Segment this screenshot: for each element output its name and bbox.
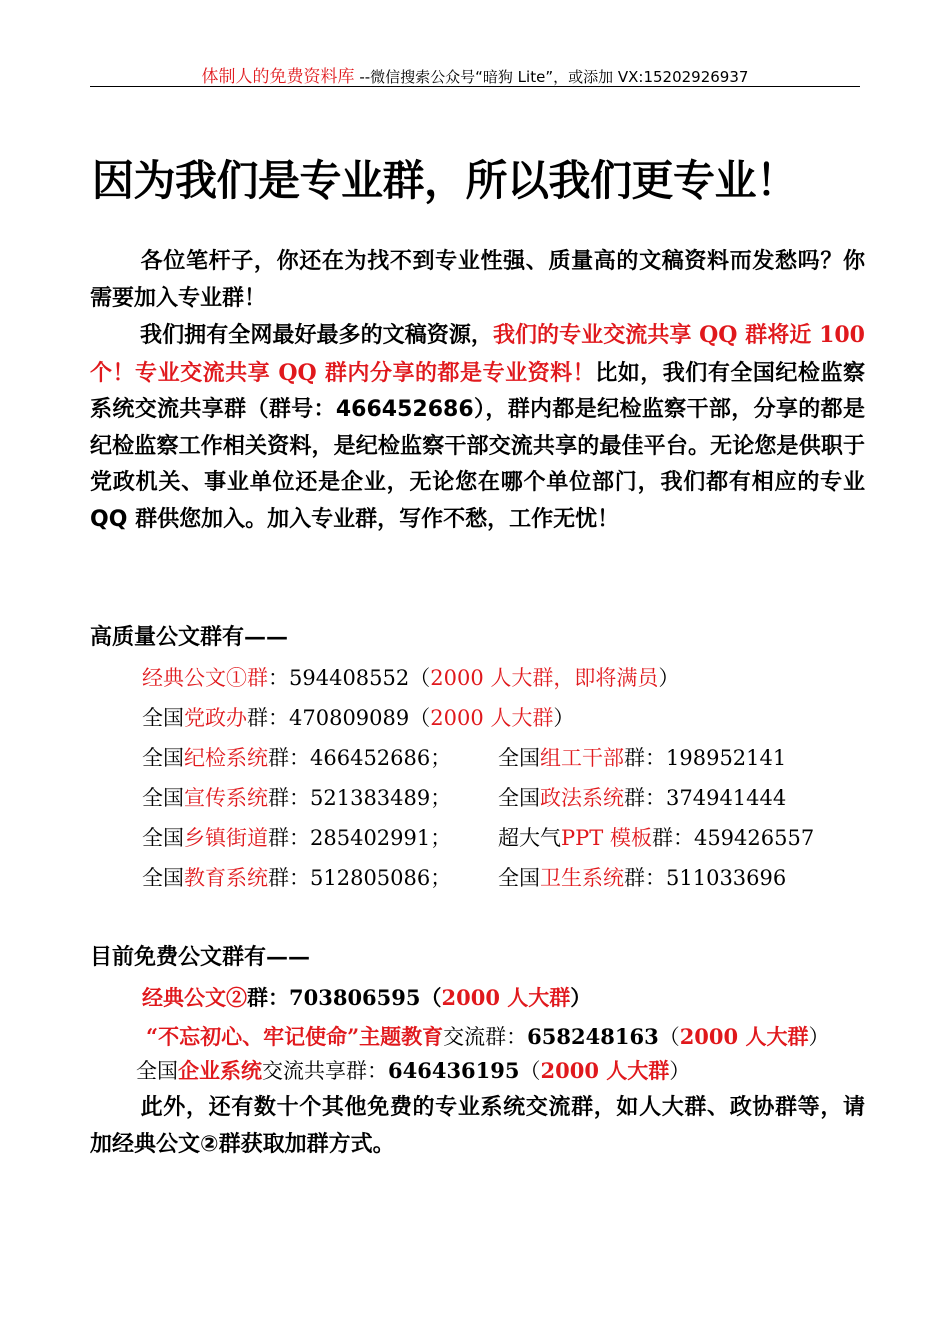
hq-grid-left-3: 全国乡镇街道群：285402991； (142, 826, 452, 850)
group-note: 2000 人大群，即将满员 (430, 666, 659, 690)
group-note: 2000 人大群 (679, 1024, 809, 1049)
intro-paragraph-2 (90, 317, 865, 538)
hq-grid-left-2: 全国宣传系统群：521383489； (142, 786, 452, 810)
header-contact: --微信搜索公众号“暗狗 Lite”，或添加 VX:15202926937 (354, 68, 749, 86)
hq-group-row-2: 全国党政办群：470809089（2000 人大群） (142, 706, 575, 730)
group-number: 470809089 (289, 706, 410, 730)
free-group-row-1: 经典公文②群：703806595（2000 人大群） (142, 985, 592, 1010)
intro-p2-rest: 比如，我们有全国纪检监察系统交流共享群（群号：466452686），群内都是纪检监察干部，分享的都是纪检监察工作相关资料，是纪检监察干部交流共享的最佳平台。无论您是供职于党政机关、事业单位还是企业，无论您在哪个单位部门，我们都有相应的专业 QQ 群供您加入。加入专业群，写作不愁，工作无忧！ (90, 360, 865, 532)
group-name: 经典公文①群 (142, 666, 268, 690)
hq-grid-right-4: 全国卫生系统群：511033696 (498, 866, 787, 890)
group-note: 2000 人大群 (441, 985, 571, 1010)
group-number: 646436195 (388, 1058, 520, 1083)
group-name: 经典公文② (142, 985, 247, 1010)
closing-paragraph (90, 1090, 865, 1163)
hq-group-row-1: 经典公文①群：594408552（2000 人大群，即将满员） (142, 666, 680, 690)
closing-text: 此外，还有数十个其他免费的专业系统交流群，如人大群、政协群等，请加经典公文②群获取加群方式。 (90, 1095, 865, 1157)
group-number: 594408552 (289, 666, 410, 690)
page-title: 因为我们是专业群，所以我们更专业！ (92, 156, 798, 205)
group-name: “不忘初心、牢记使命”主题教育 (146, 1024, 444, 1049)
intro-p2-highlight: 我们的专业交流共享 QQ 群将近 100 个！专业交流共享 QQ 群内分享的都是专业资料！ (90, 322, 865, 386)
intro-paragraph-1 (90, 244, 865, 317)
group-number: 658248163 (527, 1024, 659, 1049)
header-brand: 体制人的免费资料库 (201, 67, 355, 87)
group-note: 2000 人大群 (540, 1058, 670, 1083)
hq-grid-left-1: 全国纪检系统群：466452686； (142, 746, 452, 770)
hq-grid-right-2: 全国政法系统群：374941444 (498, 786, 787, 810)
page-header (90, 62, 860, 87)
intro-p1-text: 各位笔杆子，你还在为找不到专业性强、质量高的文稿资料而发愁吗？你需要加入专业群！ (90, 249, 865, 311)
intro-p2-start: 我们拥有全网最好最多的文稿资源， (140, 323, 493, 348)
free-group-row-3: 全国企业系统交流共享群：646436195（2000 人大群） (136, 1058, 691, 1083)
hq-section-heading: 高质量公文群有—— (90, 624, 289, 650)
hq-grid-right-3: 超大气PPT 模板群：459426557 (498, 826, 815, 850)
hq-grid-right-1: 全国组工干部群：198952141 (498, 746, 787, 770)
free-section-heading: 目前免费公文群有—— (90, 944, 311, 970)
group-name: 党政办 (184, 706, 247, 730)
free-group-row-2: “不忘初心、牢记使命”主题教育交流群：658248163（2000 人大群） (146, 1024, 830, 1049)
hq-grid-left-4: 全国教育系统群：512805086； (142, 866, 452, 890)
group-number: 703806595 (289, 985, 421, 1010)
group-name: 企业系统 (178, 1058, 262, 1083)
group-note: 2000 人大群 (430, 706, 554, 730)
